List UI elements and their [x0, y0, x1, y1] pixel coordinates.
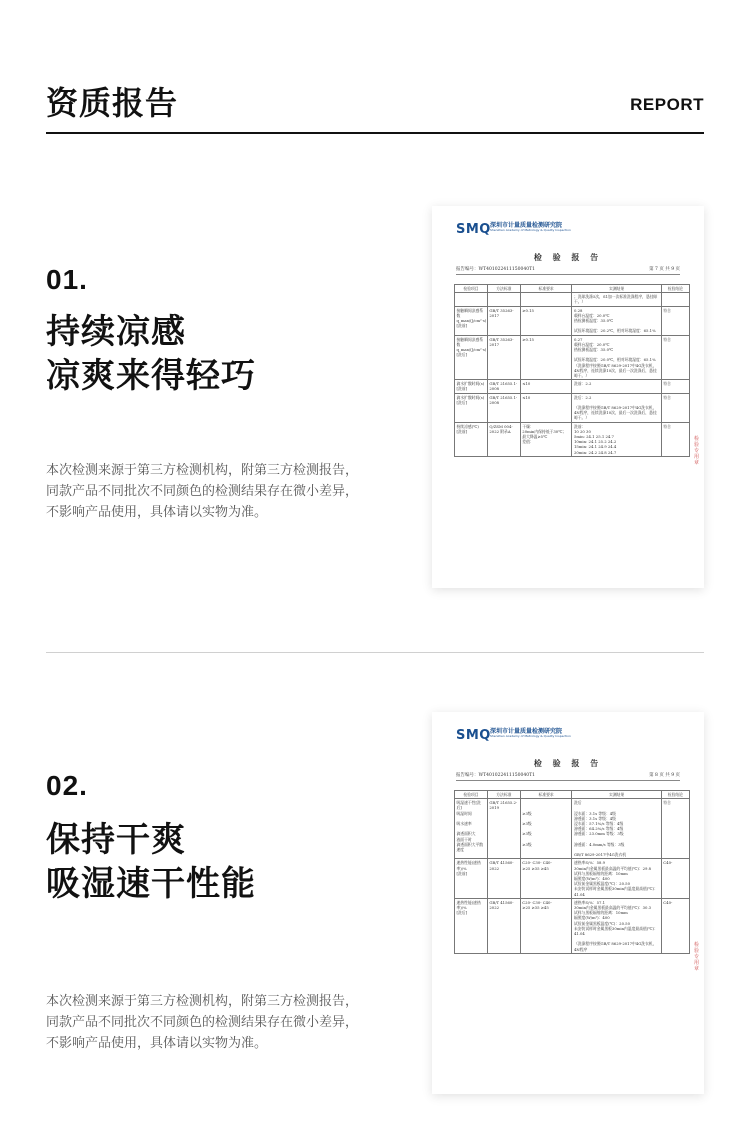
doc-table-cell: 符合	[661, 335, 689, 380]
doc-table-cell: C20- C30- C40- ≥25 ≥35 ≥45	[520, 898, 572, 953]
section-headline	[46, 310, 256, 398]
doc-table-cell: C40-	[661, 859, 689, 898]
doc-seal-stamp: 检验专用章	[694, 942, 700, 972]
desc-line: 本次检测来源于第三方检测机构，附第三方检测报告，	[46, 993, 359, 1008]
doc-table-cell: ≤10	[520, 380, 572, 393]
page-title: 资质报告	[46, 85, 179, 121]
doc-table-cell: 符合	[661, 380, 689, 393]
doc-table-header-cell: 方法标准	[487, 791, 520, 799]
doc-table-cell: C20- C30- C40- ≥25 ≥35 ≥45	[520, 859, 572, 898]
section-number: 02.	[46, 770, 88, 801]
doc-table-header-cell: 标准要求	[520, 285, 572, 293]
doc-table-cell: 接触瞬间凉感系数q_max/(J/cm²·s) [洗前]	[455, 306, 488, 335]
doc-table-cell: 0.27 载样台温度：20.0℃ 热检测板温度：35.0℃ 试验环境温度：20.0℃，相对环境湿度：65.1% （洗涤程序按照GB/T 8629-2017中4G洗衣机，4N程序，连续洗涤10次，最后一次洗涤后，悬挂晾干。）	[572, 335, 661, 380]
doc-table-cell: 吸湿速干性[洗后] 吸湿时间 吸水速率 滴透面积大 液面干时 滴透面积大平散速度	[455, 799, 488, 859]
doc-table-cell: 接触瞬间凉感系数q_max/(J/cm²·s) [洗后]	[455, 335, 488, 380]
doc-table-header-cell: 标准要求	[520, 791, 572, 799]
desc-line: 同款产品不同批次不同颜色的检测结果存在微小差异，	[46, 483, 359, 498]
section-headline	[46, 818, 256, 906]
doc-table-cell: 洗后 浸水面：3.1s 等级：4级 渗透面：3.1s 等级：4级 浸水面：57.1%/s 等级：4级 渗透面：64.2%/s 等级：4级 渗透面：23.0mm 等级：3级 渗透面：4.0mm/s 等级：3级 GB/T 8629-2017中4G洗衣机	[572, 799, 661, 859]
doc-table-cell	[520, 293, 572, 306]
doc-table-cell: 速热率S/%：57.1 30min内金属黑板最高温的平均值(℃)：30.3 试样与黑板辐射的距离：10mm 辐照度(W/m²)：400 试验前金属黑板温度(℃)：20.50 未安装试样时金属黑板30min内温度最高值(℃)：41.04 （洗涤程序按照GB/T 8629-2017中4G洗衣机，4N程序	[572, 898, 661, 953]
headline-line-1: 保持干爽	[46, 821, 186, 859]
desc-line: 同款产品不同批次不同颜色的检测结果存在微小差异，	[46, 1014, 359, 1029]
doc-table-row	[455, 380, 690, 393]
doc-org-name: 深圳市计量质量检测研究院	[490, 222, 563, 229]
desc-line: 不影响产品使用，具体请以实物为准。	[46, 1035, 268, 1050]
doc-table-cell: 符合	[661, 306, 689, 335]
doc-table-row	[455, 335, 690, 380]
doc-table-cell: 滴水扩散时间(s) [洗后]	[455, 393, 488, 422]
doc-table-row	[455, 422, 690, 456]
doc-page-no: 第 7 页 共 9 页	[649, 267, 680, 272]
section-description	[46, 990, 386, 1053]
doc-table-row	[455, 898, 690, 953]
doc-report-no: 报告编号：WT401022411150040T1	[456, 773, 535, 778]
doc-table-cell: GB/T 21655.2-2019	[487, 799, 520, 859]
doc-table-cell: Q/ZSM 004-2022 附录A	[487, 422, 520, 456]
doc-meta	[456, 266, 680, 275]
doc-table-header-row	[455, 791, 690, 799]
doc-meta	[456, 772, 680, 781]
report-document-image[interactable]	[432, 712, 704, 1094]
doc-table-cell: GB/T 41560-2022	[487, 898, 520, 953]
section-divider	[46, 652, 704, 653]
doc-table-cell: C40-	[661, 898, 689, 953]
doc-table-cell: 持续凉感(℃) [洗前]	[455, 422, 488, 456]
doc-title: 检 验 报 告	[533, 758, 603, 768]
doc-table-cell: GB/T 41560-2022	[487, 859, 520, 898]
doc-table-cell: GB/T 21655.1-2008	[487, 393, 520, 422]
doc-table-cell: 符合	[661, 799, 689, 859]
doc-table	[454, 284, 690, 457]
doc-table-cell: 洗前：2.2	[572, 380, 661, 393]
doc-table-row	[455, 306, 690, 335]
doc-table-header-cell: 方法标准	[487, 285, 520, 293]
section-1	[0, 200, 750, 600]
section-2	[0, 704, 750, 1104]
doc-table-cell: 洗后：2.2 （洗涤程序按照GB/T 8629-2017中4G洗衣机，4N程序，连续洗涤10次，最后一次洗涤后，悬挂晾干。）	[572, 393, 661, 422]
doc-table-cell: ≤10	[520, 393, 572, 422]
report-label: REPORT	[630, 95, 704, 114]
page-header	[46, 70, 704, 134]
doc-table-row	[455, 799, 690, 859]
doc-table-cell: 速热性能(速热率)/% [洗前]	[455, 859, 488, 898]
doc-table-header-cell: 检验结论	[661, 285, 689, 293]
doc-logo	[456, 218, 571, 237]
smq-logo-text: SMQ	[456, 728, 491, 743]
desc-line: 本次检测来源于第三方检测机构，附第三方检测报告，	[46, 462, 359, 477]
doc-table-cell: 速热性能(速热率)/% [洗后]	[455, 898, 488, 953]
doc-table-cell: ≥0.15	[520, 335, 572, 380]
doc-title: 检 验 报 告	[533, 252, 603, 262]
doc-org-name-en: Shenzhen Academy of Metrology & Quality Inspection	[490, 734, 571, 738]
doc-table-cell: 符合	[661, 393, 689, 422]
report-document-image[interactable]	[432, 206, 704, 588]
doc-table-cell: ≥0.15	[520, 306, 572, 335]
doc-table-cell: GB/T 35263-2017	[487, 335, 520, 380]
doc-table-header-cell: 检验项目	[455, 791, 488, 799]
doc-table-header-row	[455, 285, 690, 293]
doc-table-row	[455, 859, 690, 898]
desc-line: 不影响产品使用，具体请以实物为准。	[46, 504, 268, 519]
doc-table-cell: 洗前： 10 20 30 5min: 24.1 25.1 24.7 10min: 24.1 25.2 24.2 15min: 24.1 24.9 24.4 20min: 24.2 24.8 24.7	[572, 422, 661, 456]
doc-table-cell: 滴水扩散时间(s) [洗前]	[455, 380, 488, 393]
doc-table-header-cell: 检验结论	[661, 791, 689, 799]
doc-table-cell: 速热率S/%：58.9 30min内金属黑板最高温的平均值(℃)：29.8 试样与黑板辐射的距离：10mm 辐照度(W/m²)：400 试验前金属黑板温度(℃)：20.50 未安装试样时金属黑板30min内温度最高值(℃)：41.04	[572, 859, 661, 898]
doc-table-header-cell: 实测结果	[572, 285, 661, 293]
doc-org-name-en: Shenzhen Academy of Metrology & Quality Inspection	[490, 228, 571, 232]
doc-table-cell: ≥3级 ≥3级 ≥3级 ≥3级	[520, 799, 572, 859]
doc-table-header-cell: 实测结果	[572, 791, 661, 799]
doc-table-header-cell: 检验项目	[455, 285, 488, 293]
headline-line-2: 吸湿速干性能	[46, 865, 256, 903]
doc-table-cell: GB/T 21655.1-2008	[487, 380, 520, 393]
doc-report-no: 报告编号：WT401022411150040T1	[456, 267, 535, 272]
doc-table-cell	[661, 293, 689, 306]
doc-table-cell: ；洗球洗涤5次，S1加一次标准洗涤程序，悬挂晾干。）	[572, 293, 661, 306]
headline-line-1: 持续凉感	[46, 313, 186, 351]
doc-table-row	[455, 393, 690, 422]
doc-table-cell: 符合	[661, 422, 689, 456]
doc-table-cell	[455, 293, 488, 306]
doc-table-cell: 0.28 载样台温度：20.0℃ 热检测板温度：35.0℃ 试验环境温度：20.2℃，相对环境湿度：65.1%	[572, 306, 661, 335]
doc-org-name: 深圳市计量质量检测研究院	[490, 728, 563, 735]
doc-table-cell: GB/T 35263-2017	[487, 306, 520, 335]
section-description	[46, 459, 386, 522]
doc-table-cell	[487, 293, 520, 306]
doc-table-cell: 干燥： 20min内保持低于30℃； 最大降温≥5℃ 差值：	[520, 422, 572, 456]
doc-table	[454, 790, 690, 954]
section-number: 01.	[46, 264, 88, 295]
doc-seal-stamp: 检验专用章	[694, 436, 700, 466]
doc-logo	[456, 724, 571, 743]
smq-logo-text: SMQ	[456, 222, 491, 237]
doc-page-no: 第 8 页 共 9 页	[649, 773, 680, 778]
headline-line-2: 凉爽来得轻巧	[46, 357, 256, 395]
doc-table-row	[455, 293, 690, 306]
